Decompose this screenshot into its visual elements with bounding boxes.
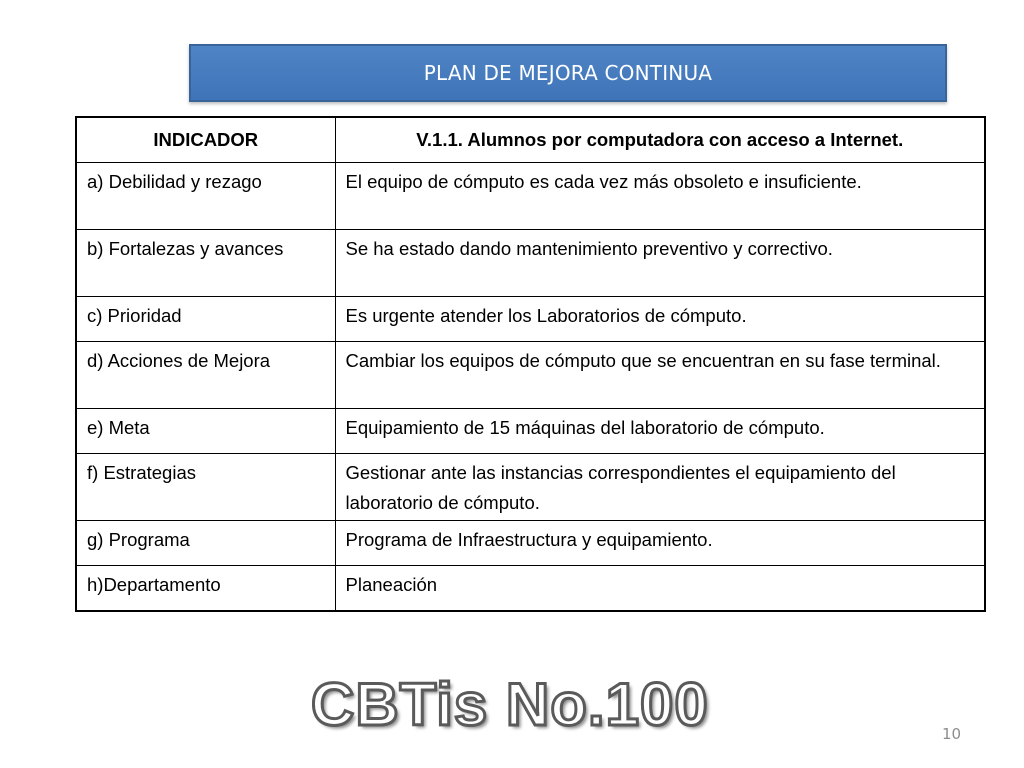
row-label: b) Fortalezas y avances bbox=[76, 230, 335, 297]
header-label-cell: INDICADOR bbox=[76, 117, 335, 163]
header-value-cell: V.1.1. Alumnos por computadora con acceso a Internet. bbox=[335, 117, 985, 163]
table-row bbox=[76, 454, 985, 521]
row-label: a) Debilidad y rezago bbox=[76, 163, 335, 230]
row-label: c) Prioridad bbox=[76, 297, 335, 342]
table-row bbox=[76, 521, 985, 566]
row-value: Es urgente atender los Laboratorios de cómputo. bbox=[335, 297, 985, 342]
row-value: Se ha estado dando mantenimiento preventivo y correctivo. bbox=[335, 230, 985, 297]
table-row bbox=[76, 297, 985, 342]
row-label: g) Programa bbox=[76, 521, 335, 566]
page-number: 10 bbox=[942, 725, 962, 743]
banner-title: PLAN DE MEJORA CONTINUA bbox=[423, 61, 713, 85]
table-header-row bbox=[76, 117, 985, 163]
row-value: Planeación bbox=[335, 566, 985, 612]
table-row bbox=[76, 409, 985, 454]
row-value: Gestionar ante las instancias correspondientes el equipamiento del laboratorio de cómputo. bbox=[335, 454, 985, 521]
row-label: h)Departamento bbox=[76, 566, 335, 612]
table-row bbox=[76, 163, 985, 230]
row-label: f) Estrategias bbox=[76, 454, 335, 521]
title-banner bbox=[189, 44, 947, 102]
row-value: El equipo de cómputo es cada vez más obsoleto e insuficiente. bbox=[335, 163, 985, 230]
school-logo-text: CBTis No.100 bbox=[311, 671, 709, 738]
improvement-plan-table bbox=[75, 116, 986, 612]
row-value: Equipamiento de 15 máquinas del laboratorio de cómputo. bbox=[335, 409, 985, 454]
table-row bbox=[76, 566, 985, 612]
table-row bbox=[76, 342, 985, 409]
table-row bbox=[76, 230, 985, 297]
row-value: Programa de Infraestructura y equipamiento. bbox=[335, 521, 985, 566]
row-label: e) Meta bbox=[76, 409, 335, 454]
row-value: Cambiar los equipos de cómputo que se encuentran en su fase terminal. bbox=[335, 342, 985, 409]
row-label: d) Acciones de Mejora bbox=[76, 342, 335, 409]
